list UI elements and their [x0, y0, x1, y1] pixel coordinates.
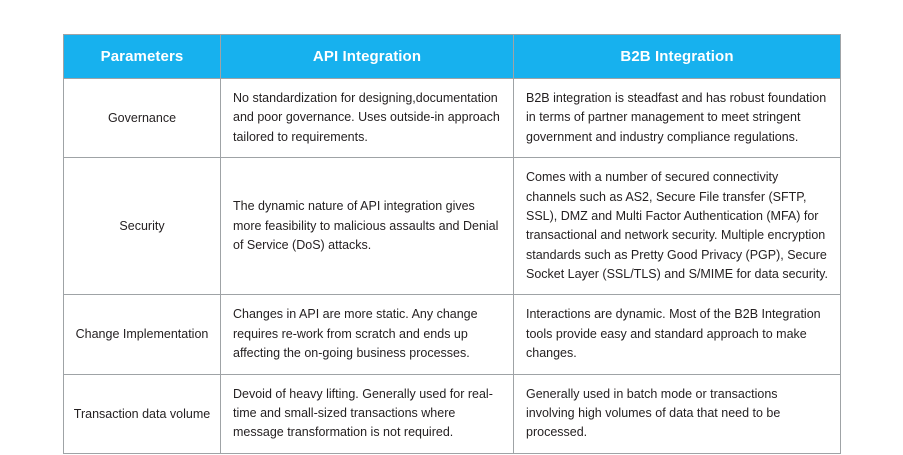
cell-b2b-governance: B2B integration is steadfast and has robust foundation in terms of partner management to meet stringent government and industry compliance regulations.: [514, 79, 841, 158]
cell-b2b-transaction-data-volume: Generally used in batch mode or transactions involving high volumes of data that need to be processed.: [514, 374, 841, 453]
table-row: [64, 158, 841, 295]
row-parameter-change-implementation: Change Implementation: [64, 295, 221, 374]
table-body: [64, 79, 841, 454]
table-row: [64, 374, 841, 453]
column-header-b2b-integration: B2B Integration: [514, 35, 841, 79]
column-header-api-integration: API Integration: [221, 35, 514, 79]
row-parameter-transaction-data-volume: Transaction data volume: [64, 374, 221, 453]
row-parameter-security: Security: [64, 158, 221, 295]
cell-b2b-security: Comes with a number of secured connectivity channels such as AS2, Secure File transfer (SFTP, SSL), DMZ and Multi Factor Authentication (MFA) for transactional and network security. Multiple encryption standards such as Pretty Good Privacy (PGP), Secure Socket Layer (SSL/TLS) and S/MIME for data security.: [514, 158, 841, 295]
cell-api-security: The dynamic nature of API integration gives more feasibility to malicious assaults and Denial of Service (DoS) attacks.: [221, 158, 514, 295]
cell-api-governance: No standardization for designing,documentation and poor governance. Uses outside-in approach tailored to requirements.: [221, 79, 514, 158]
table-header: [64, 35, 841, 79]
comparison-table: [63, 34, 841, 454]
table-header-row: [64, 35, 841, 79]
cell-api-transaction-data-volume: Devoid of heavy lifting. Generally used for real-time and small-sized transactions where message transformation is not required.: [221, 374, 514, 453]
row-parameter-governance: Governance: [64, 79, 221, 158]
cell-api-change-implementation: Changes in API are more static. Any change requires re-work from scratch and ends up affecting the on-going business processes.: [221, 295, 514, 374]
cell-b2b-change-implementation: Interactions are dynamic. Most of the B2B Integration tools provide easy and standard approach to make changes.: [514, 295, 841, 374]
table-row: [64, 79, 841, 158]
table-row: [64, 295, 841, 374]
column-header-parameters: Parameters: [64, 35, 221, 79]
